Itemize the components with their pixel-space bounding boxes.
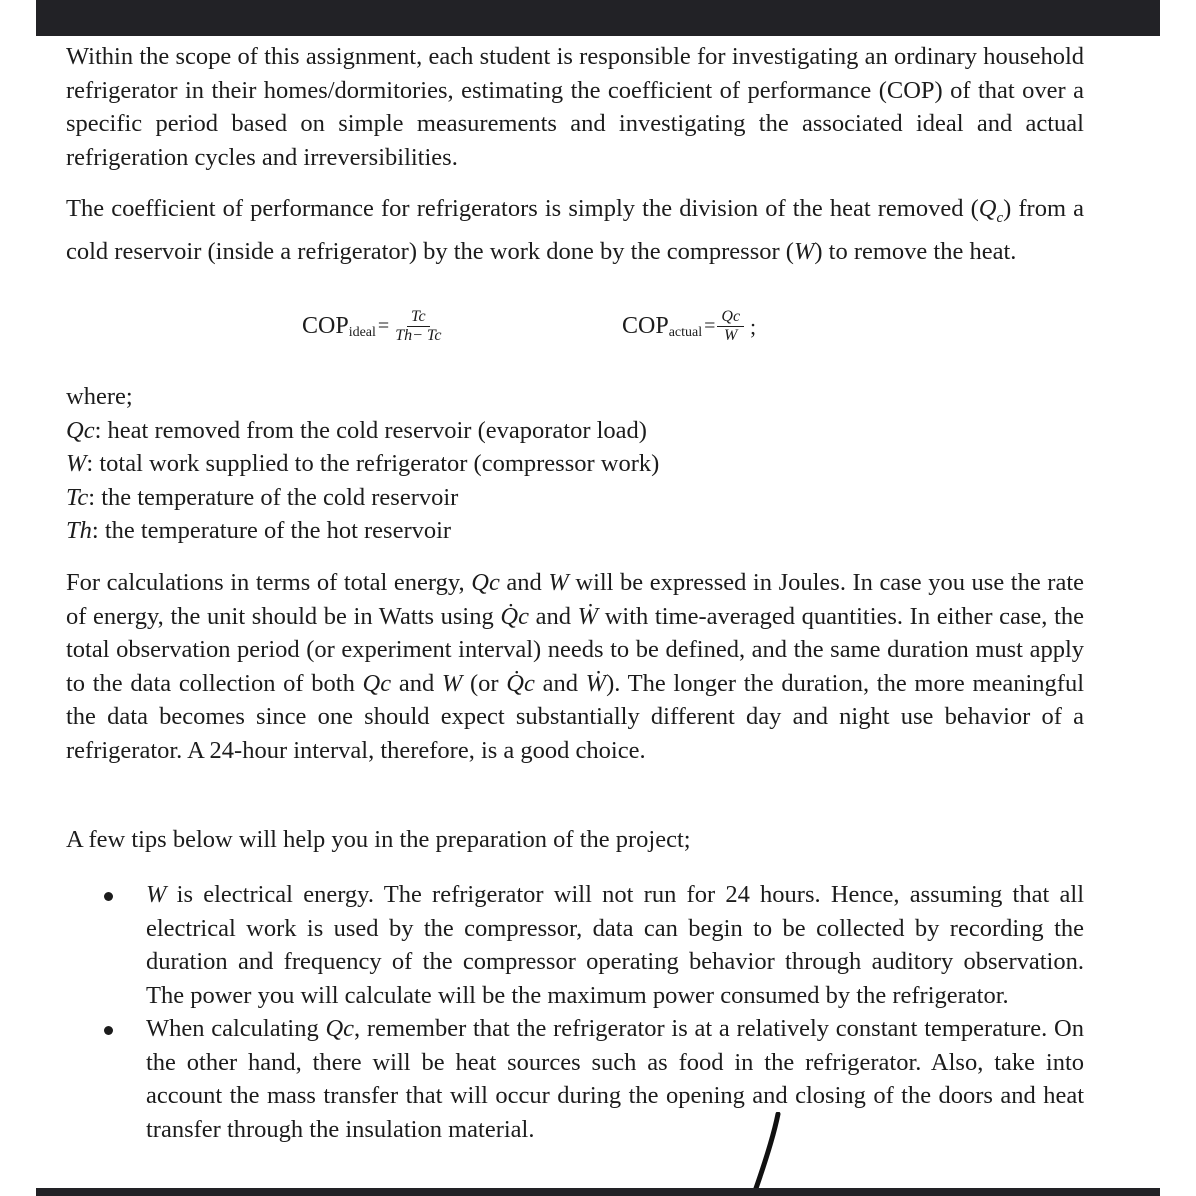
intro-paragraph: Within the scope of this assignment, each student is responsible for investigating an ordinary household refrigerator in their homes/dormitories, estimating the coefficient of performance (COP) of that over a specific period based on simple measurements and investigating the associated ideal and actual refrigeration cycles and irreversibilities.: [66, 43, 1084, 171]
qc-symbol: Q: [978, 195, 997, 222]
cop-definition-paragraph: The coefficient of performance for refrigerators is simply the division of the heat removed $(Q_c)$ from a cold reservoir (inside a refrigerator) by the work done by the compressor (W) to remove the heat.: [66, 195, 1084, 266]
cop-actual-formula: COP actual = $\frac{Qc}{W}$ ;: [622, 308, 757, 344]
definition-w: W: total work supplied to the refrigerator (compressor work): [66, 450, 660, 477]
bullet-icon: [104, 892, 113, 901]
left-margin: [0, 0, 36, 1196]
pen-stroke-mark: [744, 1112, 784, 1196]
cop-ideal-formula: COP ideal = $\frac{Tc}{Th- Tc}$: [302, 308, 445, 345]
list-item: [66, 1012, 1084, 1146]
tips-intro: A few tips below will help you in the preparation of the project;: [66, 826, 691, 853]
ideal-fraction: $\frac{Tc}{Th- Tc}$: [395, 308, 442, 344]
w-symbol: W: [793, 238, 815, 266]
bullet-icon: [104, 1026, 113, 1035]
definition-tc: Tc: the temperature of the cold reservoir: [66, 483, 459, 511]
qc-subscript: c: [996, 209, 1004, 226]
list-item: [66, 878, 1084, 1012]
cop-formulas: [66, 308, 1084, 368]
where-label: where;: [66, 383, 133, 410]
definition-th: Th: the temperature of the hot reservoir: [66, 517, 452, 544]
tips-list: [66, 878, 1084, 1146]
actual-fraction: $\frac{Qc}{W}$: [717, 308, 744, 345]
tip-one-text: W is electrical energy. The refrigerator will not run for 24 hours. Hence, assuming that all electrical work is used by the compressor, data can begin to be collected by recording the duration and frequency of the compressor operating behavior through auditory observation. The power you will calculate will be the maximum power consumed by the refrigerator.: [146, 881, 1084, 1009]
energy-paragraph: For calculations in terms of total energy, Qc and W will be expressed in Joules. In case you use the rate of energy, the unit should be in Watts using Q̇c and Ẇ with time-averaged quantities. In either case, the total observation period (or experiment interval) needs to be defined, and the same duration must apply to the data collection of both Qc and W (or Q̇c and Ẇ). The longer the duration, the more meaningful the data becomes since one should expect substantially different day and night use behavior of a refrigerator. A 24-hour interval, therefore, is a good choice.: [66, 569, 1085, 764]
bottom-dark-bar: [36, 1188, 1160, 1196]
definition-qc: Qc: heat removed from the cold reservoir (evaporator load): [66, 416, 647, 444]
variable-definitions: [66, 380, 659, 548]
top-dark-bar: [36, 0, 1160, 36]
tip-two-text: When calculating Qc, remember that the refrigerator is at a relatively constant temperature. On the other hand, there will be heat sources such as food in the refrigerator. Also, take into account the mass transfer that will occur during the opening and closing of the doors and heat transfer through the insulation material.: [146, 1015, 1084, 1143]
